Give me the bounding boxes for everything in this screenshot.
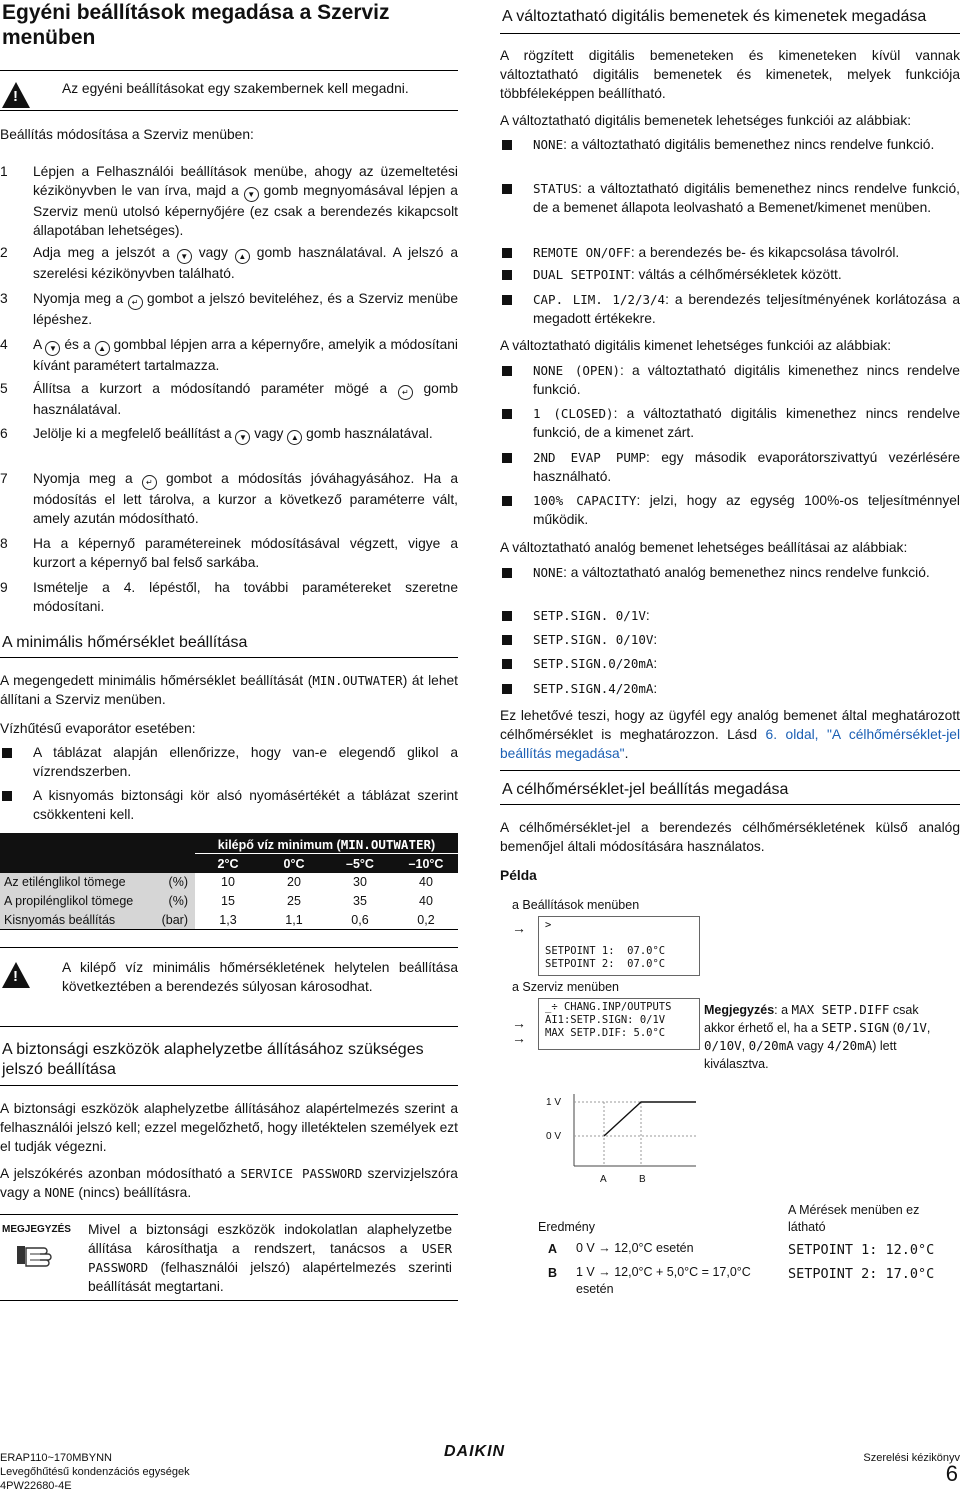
down-button-icon: ▼ xyxy=(235,430,250,445)
page-title: Egyéni beállítások megadása a Szerviz menüben xyxy=(2,1,390,49)
list-item: 1 (CLOSED): a változtatható digitális kimenethez nincs rendelve funkció, de a kimenet zárt. xyxy=(500,404,960,442)
list-item: REMOTE ON/OFF: a berendezés be- és kikapcsolása távolról. xyxy=(500,243,960,262)
list-item: NONE: a változtatható analóg bemenethez nincs rendelve funkció. xyxy=(500,563,960,582)
io-para-1: A rögzített digitális bemeneteken és kimeneteken kívül vannak változtatható digitális bemenetek és kimenetek, melyek funkciója többféleképpen beállítható. xyxy=(500,48,960,101)
service-lcd xyxy=(538,998,700,1050)
list-item: A kisnyomás biztonsági kör alsó nyomásértékét a táblázat szerint csökkenteni kell. xyxy=(0,786,458,824)
service-menu-label: a Szerviz menüben xyxy=(512,980,620,994)
table-cell: 0,2 xyxy=(417,913,435,927)
password-title: A biztonsági eszközök alaphelyzetbe állításához szükséges jelszó beállítása xyxy=(2,1041,424,1078)
code-value: 100% CAPACITY xyxy=(533,493,637,508)
io-para-4: A változtatható analóg bemenet lehetséges beállításai az alábbiak: xyxy=(500,540,908,555)
lcd-line: AI1:SETP.SIGN: 0/1V xyxy=(545,1014,666,1026)
list-item: STATUS: a változtatható digitális bemenethez nincs rendelve funkció, de a bemenet állapota leolvasható a Bemenet/kimenet menüben. xyxy=(500,179,960,217)
step-number: 3 xyxy=(0,291,8,306)
footer-manual: Szerelési kézikönyv xyxy=(863,1452,960,1464)
table-cell: 20 xyxy=(287,875,301,889)
step-number: 2 xyxy=(0,245,8,260)
result-value: 0 V → 12,0°C esetén xyxy=(576,1241,694,1255)
up-button-icon: ▲ xyxy=(287,430,302,445)
lcd-note: Megjegyzés: a MAX SETP.DIFF csak akkor érhető el, ha a SETP.SIGN (0/1V, 0/10V, 0/20mA vagy 4/20mA) lett kiválasztva. xyxy=(704,1002,931,1071)
table-cell: 40 xyxy=(419,894,433,908)
table-cell: 40 xyxy=(419,875,433,889)
io-para-3: A változtatható digitális kimenet lehetséges funkciói az alábbiak: xyxy=(500,338,892,353)
step-item: 7 Nyomja meg a ↵ gombot a módosítás jóváhagyásához. Ha a módosítás el lett tárolva, a kurzor a következő paraméterre vált, amely azután módosítható. xyxy=(0,471,459,526)
code-value: SETP.SIGN.0/20mA xyxy=(533,656,654,671)
step-number: 8 xyxy=(0,536,8,551)
warning-icon: ! xyxy=(2,962,30,988)
list-item: 2ND EVAP PUMP: egy második evaporátorszivattyú vezérlésére használható. xyxy=(500,448,960,486)
down-button-icon: ▼ xyxy=(244,187,259,202)
password-para-1: A biztonsági eszközök alaphelyzetbe állításához alapértelmezés szerint a felhasználói jelszó kell; ezzel megelőzhető, hogy illetéktelen személyek ezt el tudják végezni. xyxy=(0,1101,458,1154)
table-row-unit: (bar) xyxy=(161,913,188,927)
intro-text: Beállítás módosítása a Szerviz menüben: xyxy=(0,127,254,142)
list-item: DUAL SETPOINT: váltás a célhőmérsékletek között. xyxy=(500,265,960,284)
table-row-unit: (%) xyxy=(168,894,188,908)
list-item: SETP.SIGN.4/20mA: xyxy=(500,679,960,698)
code-value: SETP.SIGN. 0/1V xyxy=(533,608,646,623)
table-temp-header: –10°C xyxy=(408,857,444,871)
table-cell: 15 xyxy=(221,894,235,908)
lcd-line: > xyxy=(545,919,552,931)
table-cell: 10 xyxy=(221,875,235,889)
settings-menu-label: a Beállítások menüben xyxy=(512,898,640,912)
step-number: 7 xyxy=(0,471,8,486)
example-label: Példa xyxy=(500,868,537,883)
code-value: 1 (CLOSED) xyxy=(533,406,614,421)
step-item: 2 Adja meg a jelszót a ▼ vagy ▲ gomb használatával. A jelszó a szerelési kézikönyvben található. xyxy=(0,245,459,281)
graph-label-a: A xyxy=(600,1174,607,1185)
code-value: NONE xyxy=(533,565,564,580)
arrow-icon: → xyxy=(512,1030,526,1046)
graph-label-b: B xyxy=(639,1174,646,1185)
table-cell: 35 xyxy=(353,894,367,908)
graph-label-0v: 0 V xyxy=(546,1131,562,1142)
code-value: REMOTE ON/OFF xyxy=(533,245,631,260)
table-row-unit: (%) xyxy=(168,875,188,889)
table-row-label: A propilénglikol tömege xyxy=(4,894,134,908)
step-item: 6 Jelölje ki a megfelelő beállítást a ▼ vagy ▲ gomb használatával. xyxy=(0,424,458,445)
result-key: B xyxy=(548,1266,558,1280)
warning-text-2: A kilépő víz minimális hőmérsékletének helytelen beállítása következtében a berendezés súlyosan károsodhat. xyxy=(62,960,458,994)
measurement-line: SETPOINT 2: 17.0°C xyxy=(788,1266,935,1282)
password-para-2: A jelszókérés azonban módosítható a SERVICE PASSWORD szervizjelszóra vagy a NONE (nincs) beállításra. xyxy=(0,1166,458,1200)
list-item: 100% CAPACITY: jelzi, hogy az egység 100%-os teljesítménnyel működik. xyxy=(500,491,960,529)
down-button-icon: ▼ xyxy=(45,341,60,356)
table-cell: 1,1 xyxy=(285,913,303,927)
io-para-2: A változtatható digitális bemenetek lehetséges funkciói az alábbiak: xyxy=(500,113,912,128)
list-item: SETP.SIGN. 0/1V: xyxy=(500,606,960,625)
step-number: 9 xyxy=(0,580,8,595)
result-value: 1 V → 12,0°C + 5,0°C = 17,0°C esetén xyxy=(576,1265,751,1296)
io-title: A változtatható digitális bemenetek és kimenetek megadása xyxy=(502,8,927,25)
table-temp-header: –5°C xyxy=(346,857,374,871)
code-value: CAP. LIM. 1/2/3/4 xyxy=(533,292,666,307)
step-item: 3 Nyomja meg a ↵ gombot a jelszó beviteléhez, és a Szerviz menübe lépéshez. xyxy=(0,291,458,327)
list-item: SETP.SIGN.0/20mA: xyxy=(500,654,960,673)
warning-text: Az egyéni beállításokat egy szakembernek kell megadni. xyxy=(62,81,409,96)
list-item: SETP.SIGN. 0/10V: xyxy=(500,630,960,649)
note-text: Mivel a biztonsági eszközök indokolatlan alaphelyzetbe állítása károsíthatja a rendszert, tanácsos a USER PASSWORD (felhasználói jelszó) alapértelmezés szerinti beállítását megtartani. xyxy=(88,1222,452,1294)
table-cell: 0,6 xyxy=(351,913,369,927)
table-cell: 30 xyxy=(353,875,367,889)
table-row-label: Kisnyomás beállítás xyxy=(4,913,116,927)
footer-model: ERAP110~170MBYNN xyxy=(0,1452,112,1464)
brand-logo: DAIKIN xyxy=(444,1443,506,1460)
list-item: NONE (OPEN): a változtatható digitális kimenethez nincs rendelve funkció. xyxy=(500,361,960,399)
table-row-label: Az etilénglikol tömege xyxy=(4,875,126,889)
lcd-line: SETPOINT 1: 07.0°C xyxy=(545,945,666,957)
lcd-line: SETPOINT 2: 07.0°C xyxy=(545,958,666,970)
code-value: NONE (OPEN) xyxy=(533,363,621,378)
result-key: A xyxy=(548,1242,558,1256)
enter-button-icon: ↵ xyxy=(128,295,143,310)
step-number: 5 xyxy=(0,381,8,396)
lcd-line: MAX SETP.DIF: 5.0°C xyxy=(545,1027,666,1039)
evap-text: Vízhűtésű evaporátor esetében: xyxy=(0,721,196,736)
enter-button-icon: ↵ xyxy=(398,385,413,400)
signal-para: A célhőmérséklet-jel a berendezés célhőmérsékletének külső analóg bemenőjel általi módosítására használatos. xyxy=(500,820,960,854)
up-button-icon: ▲ xyxy=(95,341,110,356)
step-item: 1 Lépjen a Felhasználói beállítások menübe, ahogy az üzemeltetési kézikönyvben le van írva, majd a ▼ gomb megnyomásával lépjen a Szerviz menü utolsó képernyőjére (ez csak a berendezés kikapcsolt állapotában lehetséges). xyxy=(0,164,458,238)
lcd-line: _÷ CHANG.INP/OUTPUTS xyxy=(545,1001,672,1013)
footer-desc: Levegőhűtésű kondenzációs egységek xyxy=(0,1466,190,1478)
page-link[interactable]: 6. oldal, "A célhőmérséklet-jel beállítás megadása" xyxy=(500,727,960,761)
code-value: STATUS xyxy=(533,181,579,196)
code-value: NONE xyxy=(533,137,564,152)
step-item: 5 Állítsa a kurzort a módosítandó paraméter mögé a ↵ gomb használatával. xyxy=(0,381,458,417)
warning-icon: ! xyxy=(2,82,30,108)
table-temp-header: 0°C xyxy=(283,857,305,871)
enter-button-icon: ↵ xyxy=(142,475,157,490)
footer-code: 4PW22680-4E xyxy=(0,1480,72,1492)
io-para-5: Ez lehetővé teszi, hogy az ügyfél egy analóg bemenet által meghatározott célhőmérséklet is meghatározzon. Lásd 6. oldal, "A célhőmérséklet-jel beállítás megadása". xyxy=(500,708,960,761)
step-number: 6 xyxy=(0,426,8,441)
min-temp-title: A minimális hőmérséklet beállítása xyxy=(2,634,248,651)
step-number: 4 xyxy=(0,337,8,352)
note-hand-icon xyxy=(16,1240,56,1273)
arrow-icon: → xyxy=(512,920,526,936)
graph-label-1v: 1 V xyxy=(546,1097,562,1108)
measurements-label: A Mérések menüben ez látható xyxy=(788,1203,920,1234)
down-button-icon: ▼ xyxy=(177,249,192,264)
result-label: Eredmény xyxy=(538,1220,595,1234)
code-value: SETP.SIGN. 0/10V xyxy=(533,632,654,647)
step-item: 4 A ▼ és a ▲ gombbal lépjen arra a képernyőre, amelyik a módosítani kívánt paramétert tartalmazza. xyxy=(0,337,458,373)
code-value: DUAL SETPOINT xyxy=(533,267,631,282)
table-cell: 1,3 xyxy=(219,913,237,927)
list-item: A táblázat alapján ellenőrizze, hogy van-e elegendő glikol a vízrendszerben. xyxy=(0,743,458,781)
min-temp-para: A megengedett minimális hőmérséklet beállítását (MIN.OUTWATER) át lehet állítani a Szerviz menüben. xyxy=(0,673,459,707)
arrow-icon: → xyxy=(512,1015,526,1031)
signal-title: A célhőmérséklet-jel beállítás megadása xyxy=(502,781,789,798)
step-item: 8 Ha a képernyő paramétereinek módosításával végzett, vigye a kurzort a képernyő bal felső sarkába. xyxy=(0,536,458,570)
lcd-line xyxy=(545,932,693,945)
list-item: NONE: a változtatható digitális bemenethez nincs rendelve funkció. xyxy=(500,135,960,154)
table-header-title: kilépő víz minimum (MIN.OUTWATER) xyxy=(217,837,436,852)
note-label: MEGJEGYZÉS xyxy=(2,1224,71,1235)
step-item: 9 Ismételje a 4. lépéstől, ha további paramétereket szeretne módosítani. xyxy=(0,580,458,614)
settings-lcd xyxy=(538,916,700,976)
up-button-icon: ▲ xyxy=(235,249,250,264)
step-number: 1 xyxy=(0,164,8,179)
list-item: CAP. LIM. 1/2/3/4: a berendezés teljesítményének korlátozása a megadott értékekre. xyxy=(500,290,960,328)
page-number: 6 xyxy=(945,1461,958,1486)
code-value: 2ND EVAP PUMP xyxy=(533,450,646,465)
table-cell: 25 xyxy=(287,894,301,908)
measurement-line: SETPOINT 1: 12.0°C xyxy=(788,1242,935,1258)
code-value: SETP.SIGN.4/20mA xyxy=(533,681,654,696)
table-temp-header: 2°C xyxy=(217,857,239,871)
